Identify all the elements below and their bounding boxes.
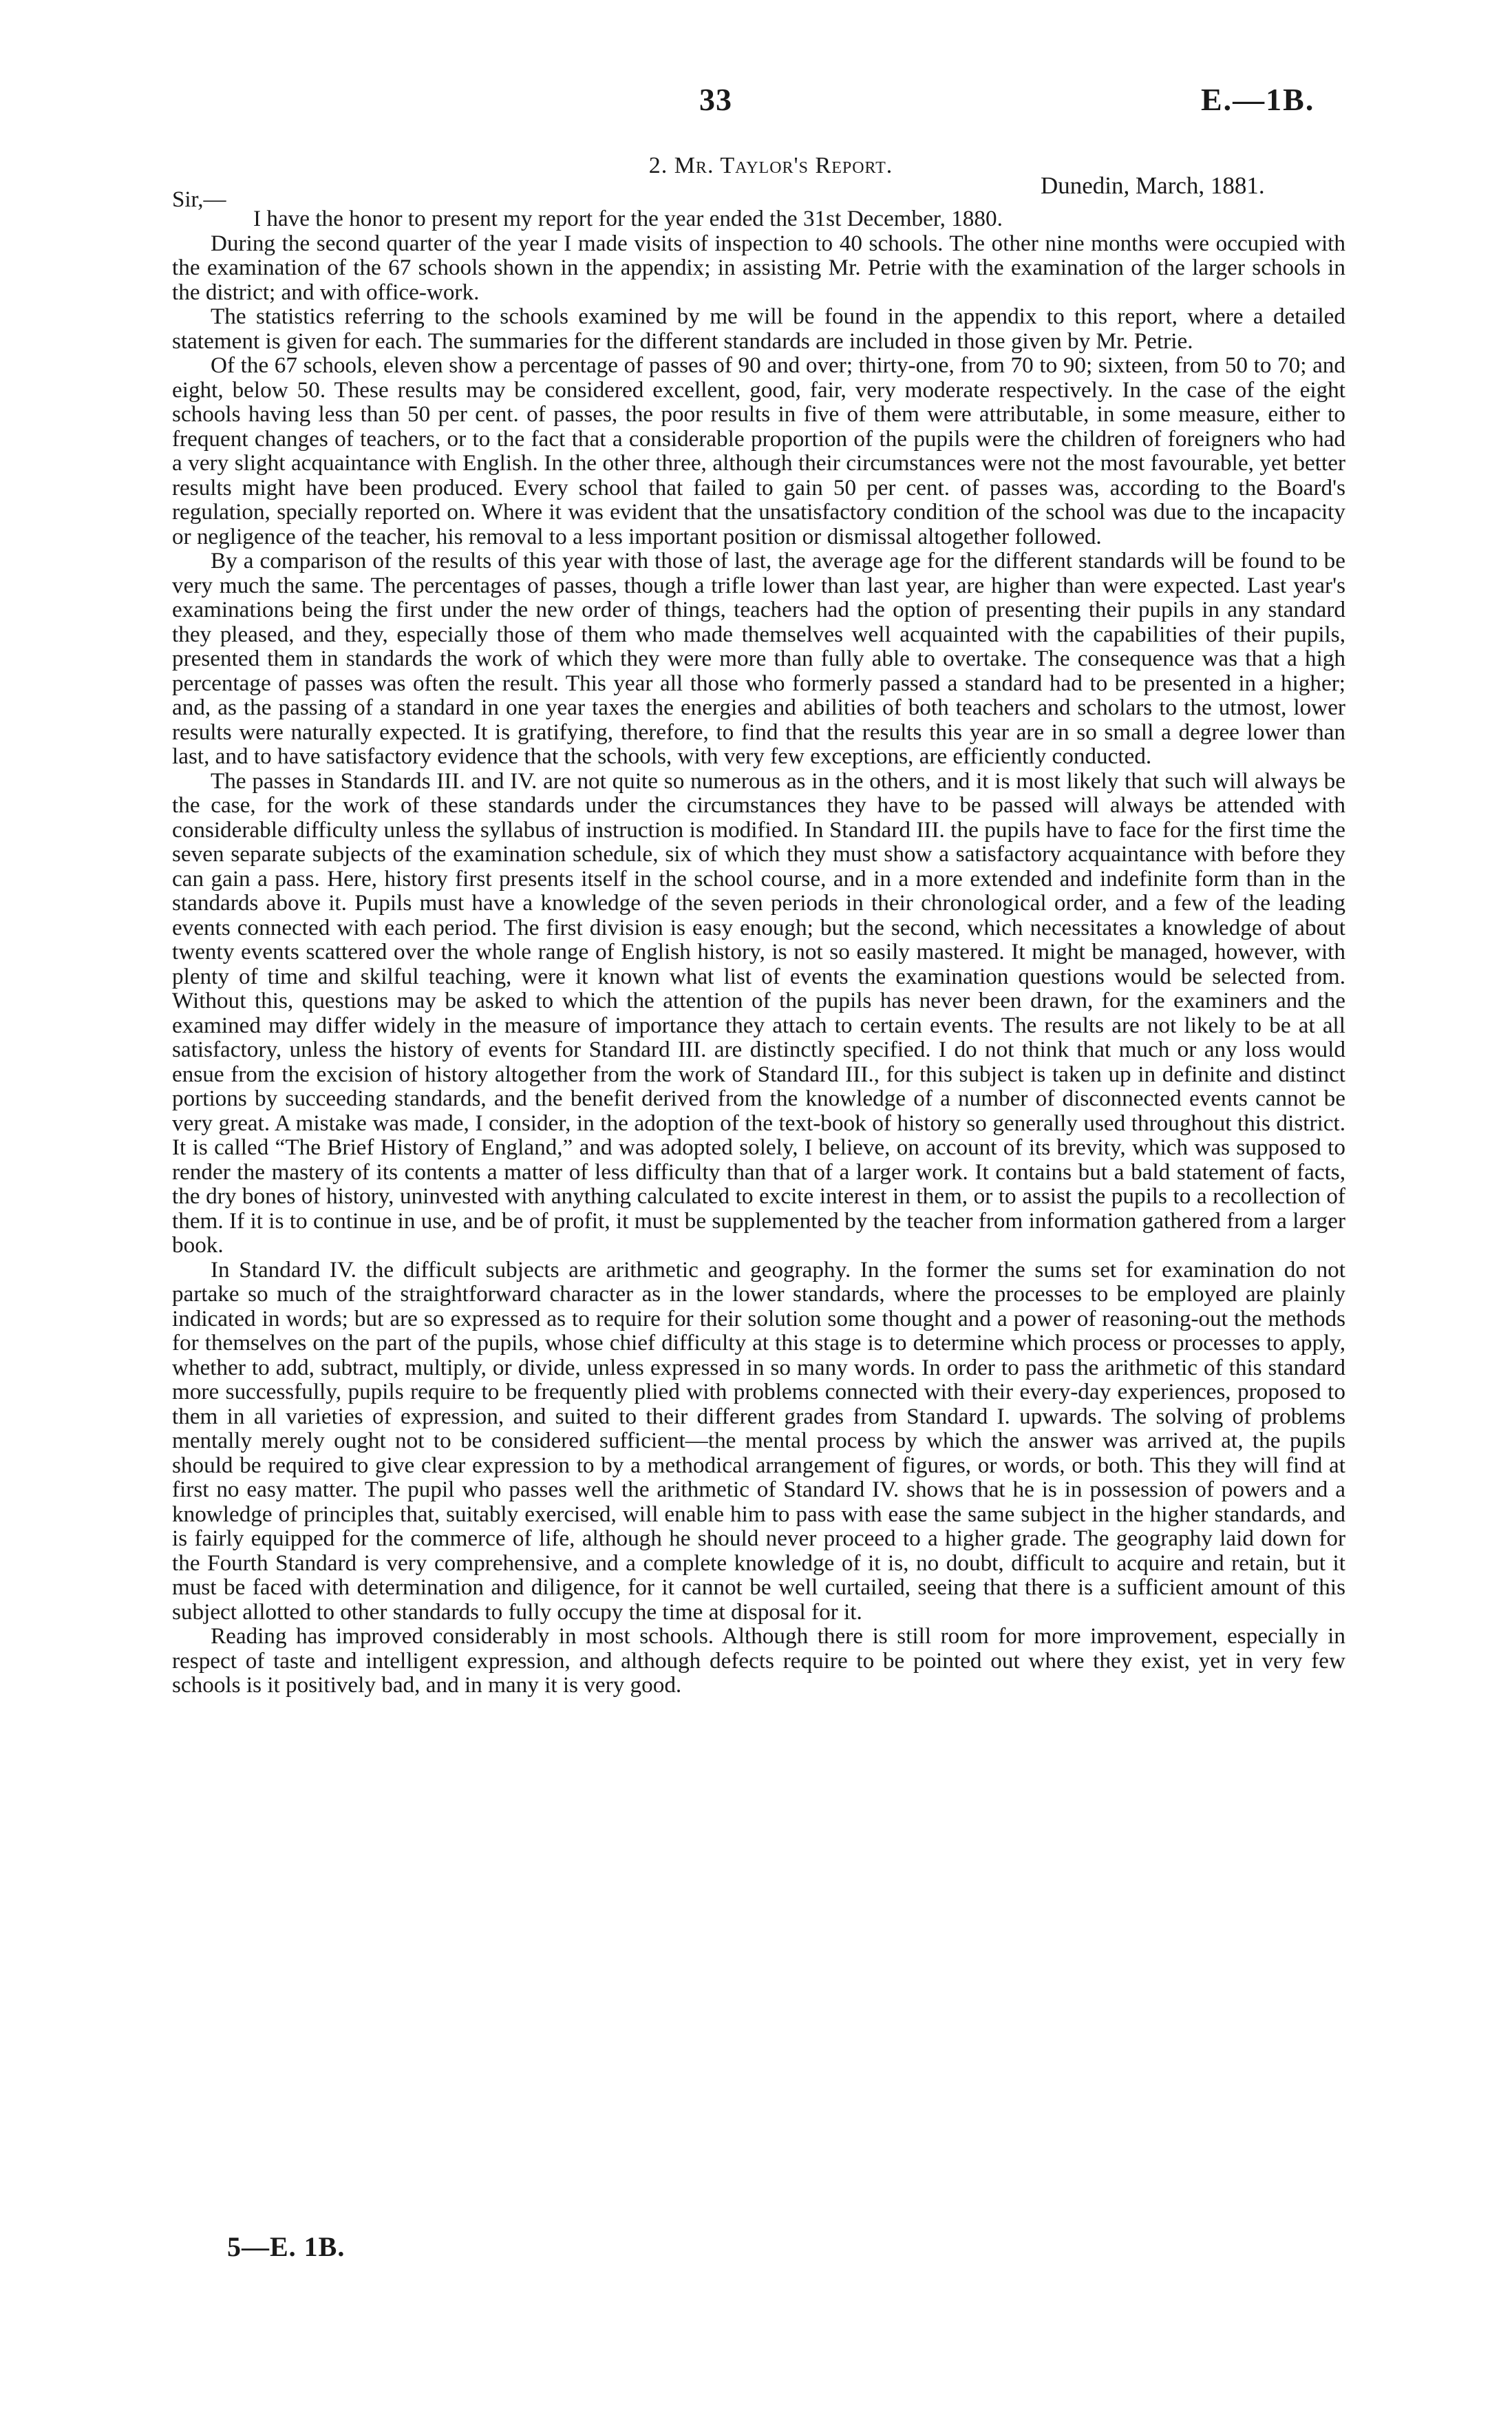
paragraph-intro: I have the honor to present my report for the year ended the 31st December, 1880. — [253, 206, 1003, 231]
paragraph-standard-iv: In Standard IV. the difficult subjects are arithmetic and geography. In the former the sums set for examination do not partake so much of the straightforward character as in the lower standards, where the processes to be employed are plainly indicated in words; but are so expressed as to require for their solution some thought and a power of reasoning-out the methods for themselves on the part of the pupils, whose chief difficulty at this stage is to determine which process or processes to apply, whether to add, subtract, multiply, or divide, unless expressed in so many words. In order to pass the arithmetic of this standard more successfully, pupils require to be frequently plied with problems connected with their every-day experiences, proposed to them in all varieties of expression, and suited to their different grades from Standard I. upwards. The solving of problems mentally merely ought not to be considered sufficient—the mental process by which the answer was arrived at, the pupils should be required to give clear expression to by a methodical arrangement of figures, or words, or both. This they will find at first no easy matter. The pupil who passes well the arithmetic of Standard IV. shows that he is in possession of powers and a knowledge of principles that, suitably exercised, will enable him to pass with ease the same subject in the higher standards, and is fairly equipped for the commerce of life, although he should never proceed to a higher grade. The geography laid down for the Fourth Standard is very comprehensive, and a complete knowledge of it is, no doubt, difficult to acquire and retain, but it must be faced with determination and diligence, for it cannot be well curtailed, seeing that there is a sufficient amount of this subject allotted to other standards to fully occupy the time at disposal for it. — [172, 1256, 1345, 1625]
series-reference: E.—1B. — [1201, 82, 1315, 117]
paragraph-reading: Reading has improved considerably in most schools. Although there is still room for more improvement, especially in respect of taste and intelligent expression, and although defects require to be pointed out where they exist, yet in very few schools is it positively bad, and in many it is very good. — [172, 1623, 1345, 1698]
page-number: 33 — [699, 82, 732, 117]
paragraph-standards-iii-iv: The passes in Standards III. and IV. are not quite so numerous as in the others, and it is most likely that such will always be the case, for the work of these standards under the circumstances they have to be passed will always be attended with considerable difficulty unless the syllabus of instruction is modified. In Standard III. the pupils have to face for the first time the seven separate subjects of the examination schedule, six of which they must show a satisfactory acquaintance with before they can gain a pass. Here, history first presents itself in the school course, and in a more extended and indefinite form than in the standards above it. Pupils must have a knowledge of the seven periods in their chronological order, and a few of the leading events connected with each period. The first division is easy enough; but the second, which necessitates a knowledge of about twenty events scattered over the whole range of English history, is not so easily mastered. It might be managed, however, with plenty of time and skilful teaching, were it known what list of events the examination questions would be selected from. Without this, questions may be asked to which the attention of the pupils has never been drawn, for the examiners and the examined may differ widely in the measure of importance they attach to certain events. The results are not likely to be at all satisfactory, unless the history of events for Standard III. are distinctly specified. I do not think that much or any loss would ensue from the excision of history altogether from the work of Standard III., for this subject is taken up in definite and distinct portions by succeeding standards, and the benefit derived from the knowledge of a number of disconnected events cannot be very great. A mistake was made, I consider, in the adoption of the text-book of history so generally used throughout this district. It is called “The Brief History of England,” and was adopted solely, I believe, on account of its brevity, which was supposed to render the mastery of its contents a matter of less difficulty than that of a larger work. It contains but a bald statement of facts, the dry bones of history, uninvested with anything calculated to excite interest in them, or to assist the pupils to a recollection of them. If it is to continue in use, and be of profit, it must be supplemented by the teacher from information gathered from a larger book. — [172, 768, 1345, 1258]
salutation: Sir,— — [172, 187, 226, 212]
paragraph-statistics: The statistics referring to the schools examined by me will be found in the appendix to this report, where a detailed statement is given for each. The summaries for the different standards are included in those given by Mr. Petrie. — [172, 304, 1345, 354]
dateline: Dunedin, March, 1881. — [1041, 172, 1265, 199]
signature-reference: 5—E. 1B. — [227, 2231, 345, 2262]
paragraph-inspections: During the second quarter of the year I made visits of inspection to 40 schools. The other nine months were occupied with the examination of the 67 schools shown in the appendix; in assisting Mr. Petrie with the examination of the larger schools in the district; and with office-work. — [172, 230, 1345, 305]
report-body — [172, 207, 1345, 1698]
report-heading: 2. Mr. Taylor's Report. — [648, 153, 893, 178]
paragraph-pass-percentages: Of the 67 schools, eleven show a percentage of passes of 90 and over; thirty-one, from 70 to 90; sixteen, from 50 to 70; and eight, below 50. These results may be considered excellent, good, fair, very moderate respectively. In the case of the eight schools having less than 50 per cent. of passes, the poor results in five of them were attributable, in some measure, either to frequent changes of teachers, or to the fact that a considerable proportion of the pupils were the children of foreigners who had a very slight acquaintance with English. In the other three, although their circumstances were not the most favourable, yet better results might have been produced. Every school that failed to gain 50 per cent. of passes was, according to the Board's regulation, specially reported on. Where it was evident that the unsatisfactory condition of the school was due to the incapacity or negligence of the teacher, his removal to a less important position or dismissal altogether followed. — [172, 352, 1345, 549]
paragraph-comparison: By a comparison of the results of this year with those of last, the average age for the different standards will be found to be very much the same. The percentages of passes, though a trifle lower than last year, are higher than were expected. Last year's examinations being the first under the new order of things, teachers had the option of presenting their pupils in any standard they pleased, and they, especially those of them who made themselves well acquainted with the capabilities of their pupils, presented them in standards the work of which they were more than fully able to overtake. The consequence was that a high percentage of passes was often the result. This year all those who formerly passed a standard had to be presented in a higher; and, as the passing of a standard in one year taxes the energies and abilities of both teachers and scholars to the utmost, lower results were naturally expected. It is gratifying, therefore, to find that the results this year are in so small a degree lower than last, and to have satisfactory evidence that the schools, with very few exceptions, are efficiently conducted. — [172, 548, 1345, 769]
